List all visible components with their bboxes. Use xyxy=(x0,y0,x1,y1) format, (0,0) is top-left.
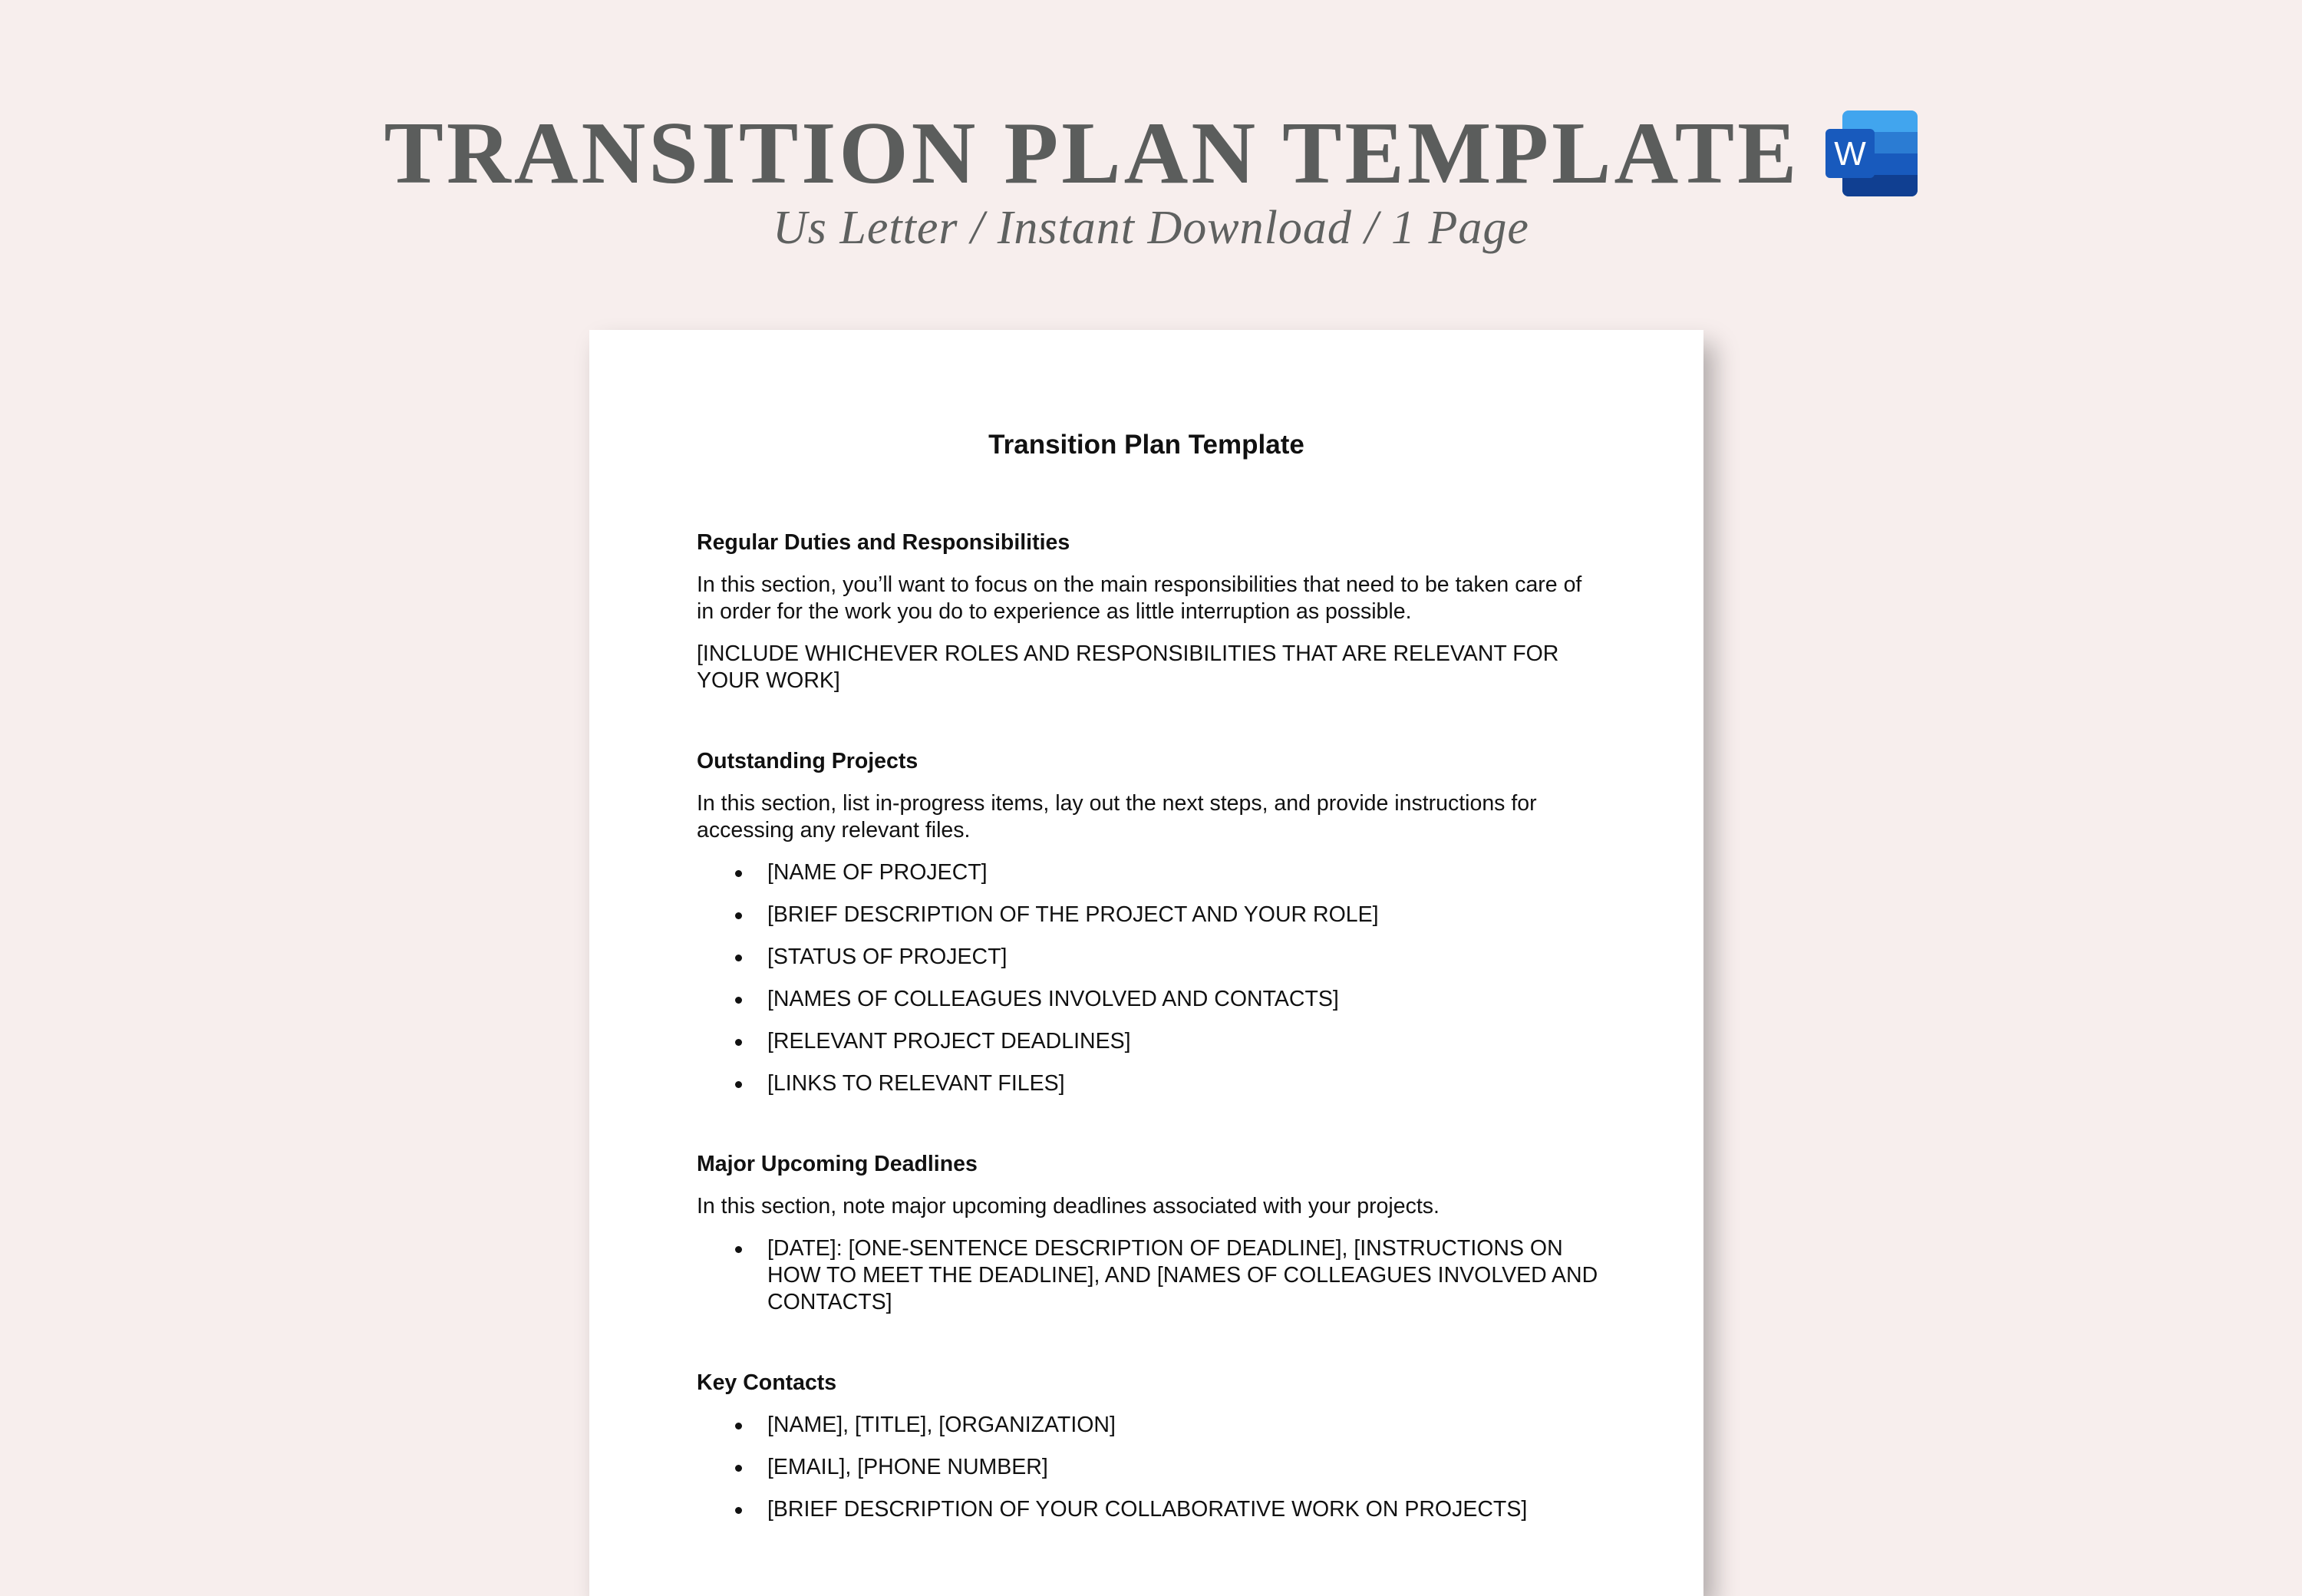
section-paragraph: In this section, list in-progress items, lay out the next steps, and provide instructions for accessing any relevant files. xyxy=(697,791,1537,843)
section-gap xyxy=(697,710,1598,748)
document-section xyxy=(697,1151,1598,1316)
list-item xyxy=(697,1496,1598,1523)
banner-subtitle: Us Letter / Instant Download / 1 Page xyxy=(773,202,1529,254)
list-item xyxy=(697,1412,1598,1439)
banner-title-row xyxy=(0,100,2302,207)
list-item xyxy=(697,986,1598,1013)
section-paragraph: In this section, you’ll want to focus on the main responsibilities that need to be taken care of in order for the work you do to experience as little interruption as possible. xyxy=(697,572,1582,624)
bullet-dot-icon xyxy=(735,912,742,919)
list-item-text: [BRIEF DESCRIPTION OF THE PROJECT AND YOUR ROLE] xyxy=(767,902,1379,927)
section-heading: Key Contacts xyxy=(697,1370,837,1395)
document-title: Transition Plan Template xyxy=(988,430,1304,460)
list-item-text: [LINKS TO RELEVANT FILES] xyxy=(767,1071,1065,1096)
bullet-dot-icon xyxy=(735,1507,742,1514)
word-icon-letter: W xyxy=(1834,135,1867,173)
list-item-text: [DATE]: [ONE-SENTENCE DESCRIPTION OF DEADLINE], [INSTRUCTIONS ON HOW TO MEET THE DEADLINE], AND [NAMES OF COLLEAGUES INVOLVED AND CONTACTS] xyxy=(767,1236,1598,1314)
list-item xyxy=(697,1070,1598,1097)
banner-title: TRANSITION PLAN TEMPLATE xyxy=(384,104,1800,203)
bullet-list xyxy=(697,1412,1598,1523)
list-item xyxy=(697,1028,1598,1055)
list-item-text: [RELEVANT PROJECT DEADLINES] xyxy=(767,1029,1131,1054)
list-item xyxy=(697,944,1598,971)
bullet-dot-icon xyxy=(735,1465,742,1472)
section-paragraph: In this section, note major upcoming deadlines associated with your projects. xyxy=(697,1194,1440,1218)
section-gap xyxy=(697,1113,1598,1151)
bullet-list xyxy=(697,859,1598,1097)
bullet-dot-icon xyxy=(735,1423,742,1429)
section-heading: Regular Duties and Responsibilities xyxy=(697,530,1070,555)
section-gap xyxy=(697,1331,1598,1370)
list-item-text: [STATUS OF PROJECT] xyxy=(767,945,1008,969)
list-item xyxy=(697,859,1598,886)
document-section xyxy=(697,748,1598,1097)
document-body xyxy=(697,529,1598,1538)
list-item xyxy=(697,1454,1598,1481)
bullet-list xyxy=(697,1235,1598,1316)
section-heading: Outstanding Projects xyxy=(697,749,918,773)
document-section xyxy=(697,1370,1598,1523)
bullet-dot-icon xyxy=(735,955,742,961)
document-page xyxy=(589,330,1703,1596)
list-item-text: [NAME], [TITLE], [ORGANIZATION] xyxy=(767,1413,1116,1437)
bullet-dot-icon xyxy=(735,1081,742,1088)
list-item-text: [EMAIL], [PHONE NUMBER] xyxy=(767,1455,1048,1479)
microsoft-word-icon xyxy=(1825,110,1918,196)
section-heading: Major Upcoming Deadlines xyxy=(697,1152,978,1176)
bullet-dot-icon xyxy=(735,997,742,1004)
list-item xyxy=(697,1235,1598,1316)
list-item-text: [BRIEF DESCRIPTION OF YOUR COLLABORATIVE WORK ON PROJECTS] xyxy=(767,1497,1528,1522)
bullet-dot-icon xyxy=(735,1039,742,1046)
list-item-text: [NAMES OF COLLEAGUES INVOLVED AND CONTACTS] xyxy=(767,987,1339,1011)
list-item xyxy=(697,902,1598,928)
list-item-text: [NAME OF PROJECT] xyxy=(767,860,988,885)
section-paragraph: [INCLUDE WHICHEVER ROLES AND RESPONSIBILITIES THAT ARE RELEVANT FOR YOUR WORK] xyxy=(697,641,1559,693)
bullet-dot-icon xyxy=(735,1246,742,1253)
bullet-dot-icon xyxy=(735,870,742,877)
document-section xyxy=(697,529,1598,694)
